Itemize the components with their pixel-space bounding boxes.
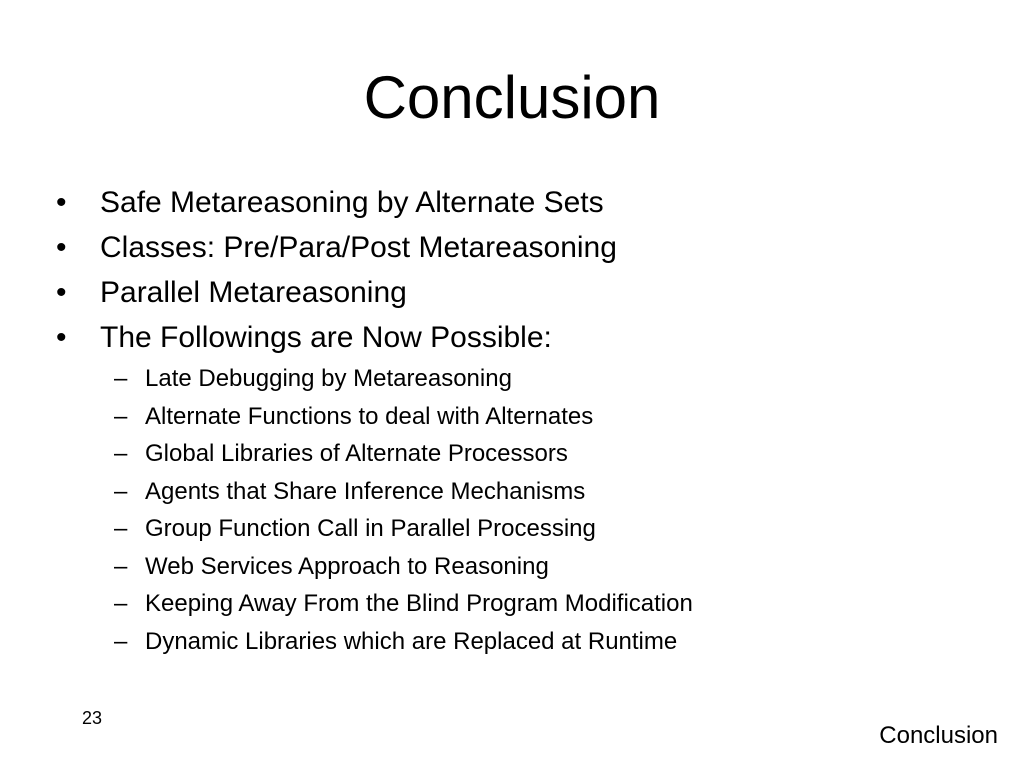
bullet-text: Parallel Metareasoning <box>100 276 407 309</box>
sub-bullet-marker: – <box>114 515 128 542</box>
bullet-marker: • <box>56 276 67 309</box>
bullet-marker: • <box>56 231 67 264</box>
sub-bullet-marker: – <box>114 402 128 430</box>
sub-bullet-marker: – <box>114 365 128 392</box>
page-number: 23 <box>82 708 103 728</box>
sub-bullet-marker: – <box>114 440 128 467</box>
sub-bullet-text: Agents that Share Inference Mechanisms <box>145 477 586 505</box>
bullet-text: Classes: Pre/Para/Post Metareasoning <box>100 231 617 264</box>
sub-bullet-marker: – <box>114 590 128 617</box>
sub-bullet-marker: – <box>114 627 128 655</box>
sub-bullet-text: Web Services Approach to Reasoning <box>145 552 549 580</box>
sub-bullet-text: Dynamic Libraries which are Replaced at Runtime <box>145 627 678 655</box>
bullet-marker: • <box>56 186 67 219</box>
sub-bullet-text: Group Function Call in Parallel Processing <box>145 515 596 542</box>
sub-bullet-text: Late Debugging by Metareasoning <box>145 365 512 392</box>
bullet-text: The Followings are Now Possible: <box>100 321 552 354</box>
sub-bullet-marker: – <box>114 477 128 505</box>
footer-label: Conclusion <box>879 722 998 749</box>
slide-title: Conclusion <box>363 64 661 131</box>
sub-bullet-text: Keeping Away From the Blind Program Modification <box>145 590 693 617</box>
bullet-text: Safe Metareasoning by Alternate Sets <box>100 186 604 219</box>
bullet-marker: • <box>56 321 67 354</box>
sub-bullet-text: Alternate Functions to deal with Alternates <box>145 402 594 430</box>
sub-bullet-text: Global Libraries of Alternate Processors <box>145 440 568 467</box>
sub-bullet-marker: – <box>114 552 128 580</box>
